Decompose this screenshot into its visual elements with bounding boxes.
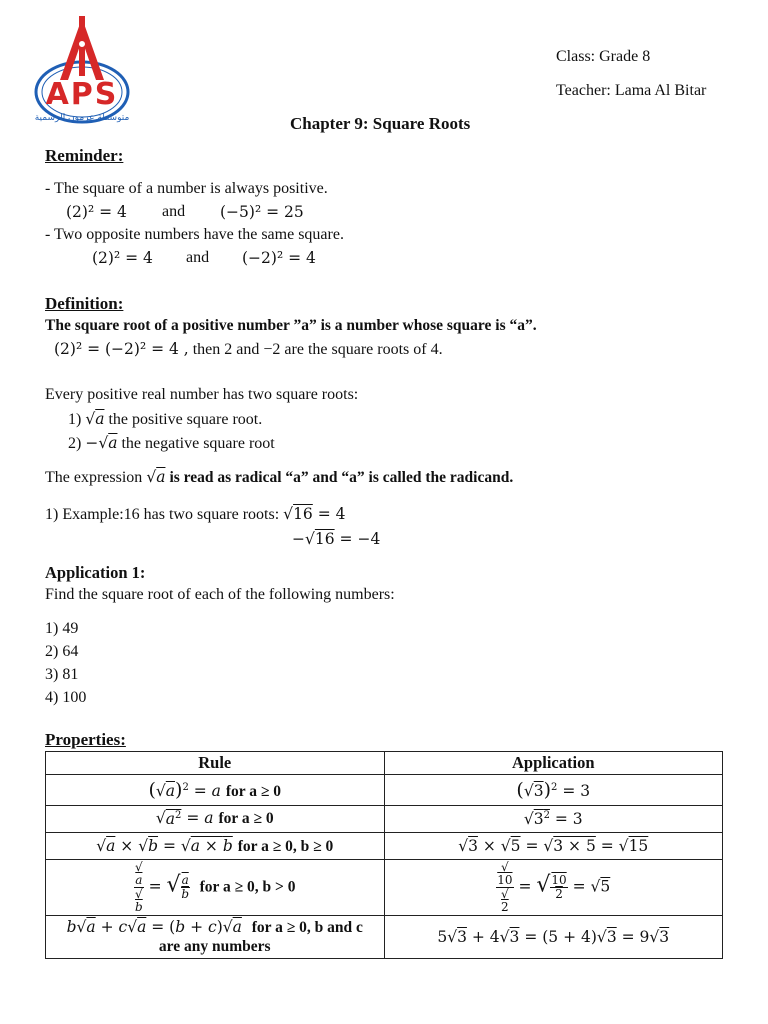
expression-post: is read as radical “a” and “a” is called the radicand. xyxy=(169,469,514,486)
definition-heading: Definition: xyxy=(45,294,124,313)
application1-item-2: 2) 64 xyxy=(45,643,79,660)
example-label: 1) Example:16 has two square roots: xyxy=(45,506,280,523)
expression-symbol: √a xyxy=(146,468,166,486)
every-positive-text: Every positive real number has two square roots: xyxy=(45,386,359,403)
teacher-label: Teacher: Lama Al Bitar xyxy=(556,82,707,99)
reminder-eq2-right: (−2)² = 4 xyxy=(242,249,316,267)
root1-symbol: √a xyxy=(85,410,105,428)
properties-heading: Properties: xyxy=(45,730,126,749)
class-label: Class: Grade 8 xyxy=(556,48,651,65)
reminder-eq2-and: and xyxy=(186,249,210,266)
rule-cell: $√a^2 = a$ for a ≥ 0 xyxy=(46,806,385,833)
rule-condition-continued: are any numbers xyxy=(158,938,271,955)
application-cell: $(√3)^2 = 3$ xyxy=(384,775,723,806)
rule-condition: for a ≥ 0 xyxy=(218,810,274,828)
application-cell: 5√3 + 4√3 = (5 + 4)√3 = 9√3 xyxy=(384,916,723,959)
rule-cell: √ a √ b = √ $\frac{a}{b}$ for a ≥ 0, b > 0 xyxy=(46,860,385,916)
reminder-point-2: - Two opposite numbers have the same square. xyxy=(45,226,344,243)
application1-item-3: 3) 81 xyxy=(45,666,79,683)
example-positive: √16 = 4 xyxy=(283,505,346,523)
root2-number: 2) xyxy=(68,435,82,452)
logo-arabic-text: متوسطة عرمون الرسمية xyxy=(34,113,130,123)
table-row xyxy=(46,775,723,806)
table-row xyxy=(46,833,723,860)
reminder-point-1: - The square of a number is always positive. xyxy=(45,180,328,197)
root1-text: the positive square root. xyxy=(108,411,263,428)
table-row xyxy=(46,860,723,916)
definition-example-text: then 2 and −2 are the square roots of 4. xyxy=(192,341,443,358)
logo-letters: APS xyxy=(45,77,119,112)
table-row xyxy=(46,916,723,959)
rule-condition: for a ≥ 0, b > 0 xyxy=(199,878,296,896)
rule-cell: b√a + c√a = (b + c)√a for a ≥ 0, b and c are any numbers xyxy=(46,916,385,959)
rule-cell: √a × √b = √a × b for a ≥ 0, b ≥ 0 xyxy=(46,833,385,860)
application1-item-1: 1) 49 xyxy=(45,620,79,637)
reminder-eq1-and: and xyxy=(162,203,186,220)
reminder-eq1-right: (−5)² = 25 xyxy=(220,203,304,221)
expression-pre: The expression xyxy=(45,469,143,486)
rule-condition: for a ≥ 0, b ≥ 0 xyxy=(237,837,334,855)
application1-instruction: Find the square root of each of the following numbers: xyxy=(45,586,395,603)
root2-symbol: −√a xyxy=(85,434,118,452)
properties-table xyxy=(45,751,723,959)
application-cell: $√3^2 = 3$ xyxy=(384,806,723,833)
reminder-eq1-left: (2)² = 4 xyxy=(66,203,127,221)
root2-text: the negative square root xyxy=(121,435,275,452)
rule-cell: $(√a)^2 = a$ for a ≥ 0 xyxy=(46,775,385,806)
application1-heading: Application 1: xyxy=(45,563,146,582)
reminder-eq2-left: (2)² = 4 xyxy=(92,249,153,267)
chapter-title: Chapter 9: Square Roots xyxy=(290,114,471,133)
definition-statement: The square root of a positive number ”a” is a number whose square is “a”. xyxy=(45,317,537,334)
application1-item-4: 4) 100 xyxy=(45,689,87,706)
rule-condition: for a ≥ 0 xyxy=(225,783,282,800)
column-header-rule: Rule xyxy=(46,752,385,775)
root1-number: 1) xyxy=(68,411,82,428)
application-cell: √ 10 √ 2 = √ $\frac{10}{2}$ = √5 xyxy=(384,860,723,916)
column-header-application: Application xyxy=(384,752,723,775)
reminder-heading: Reminder: xyxy=(45,146,124,165)
application-cell: √3 × √5 = √3 × 5 = √15 xyxy=(384,833,723,860)
table-row xyxy=(46,806,723,833)
school-logo xyxy=(32,14,132,136)
rule-condition: for a ≥ 0, b and c xyxy=(251,919,363,936)
example-negative: −√16 = −4 xyxy=(292,530,381,548)
definition-example-math: (2)² = (−2)² = 4 , xyxy=(54,340,189,358)
